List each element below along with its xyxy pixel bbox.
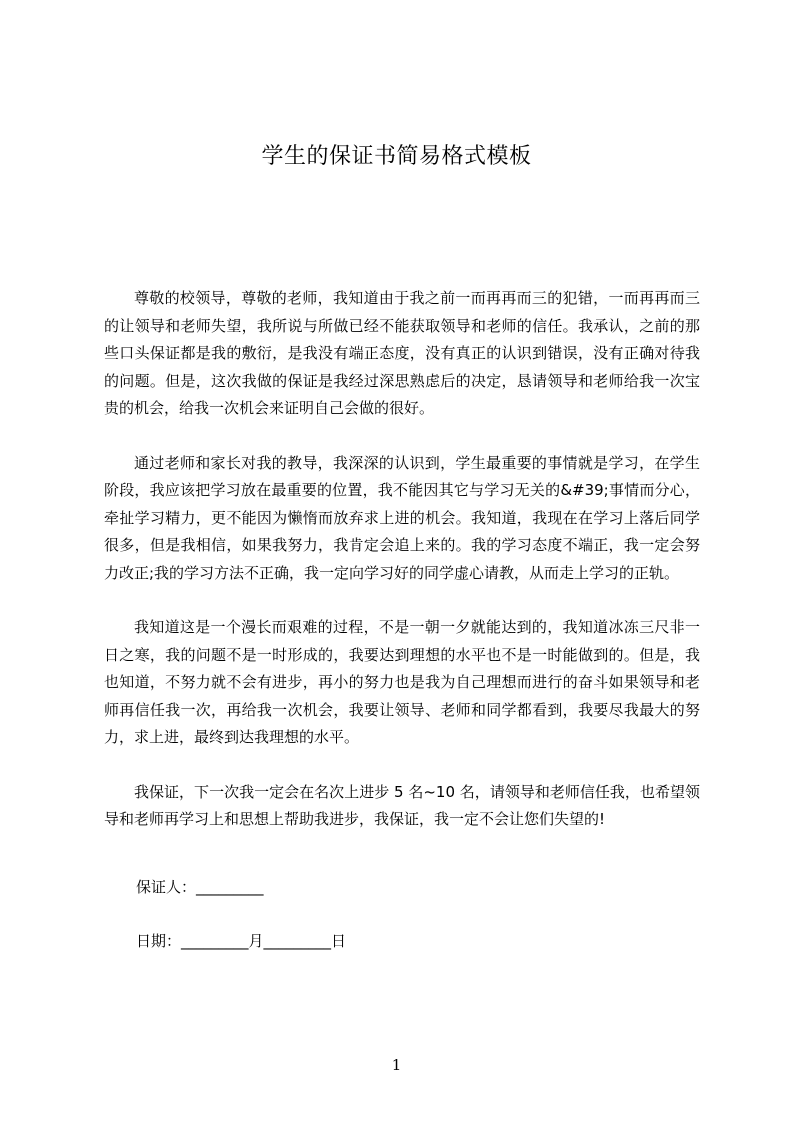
paragraph-2: 通过老师和家长对我的教导，我深深的认识到，学生最重要的事情就是学习，在学生阶段，我应该把学习放在最重要的位置，我不能因其它与学习无关的&#39;事情而分心，牵扯学习精力，更不能因为懒惰而放弃求上进的机会。我知道，我现在在学习上落后同学很多，但是我相信，如果我努力，我肯定会追上来的。我的学习态度不端正，我一定会努力改正;我的学习方法不正确，我一定向学习好的同学虚心请教，从而走上学习的正轨。: [104, 453, 700, 582]
document-body: [104, 285, 700, 861]
date-line: 日期：_________月_________日: [136, 932, 347, 950]
paragraph-4: 我保证，下一次我一定会在名次上进步 5 名~10 名，请领导和老师信任我，也希望领导和老师再学习上和思想上帮助我进步，我保证，我一定不会让您们失望的!: [104, 782, 700, 828]
page-number: 1: [391, 1056, 402, 1074]
paragraph-1: 尊敬的校领导，尊敬的老师，我知道由于我之前一而再再而三的犯错，一而再再而三的让领导和老师失望，我所说与所做已经不能获取领导和老师的信任。我承认，之前的那些口头保证都是我的敷衍，是我没有端正态度，没有真正的认识到错误，没有正确对待我的问题。但是，这次我做的保证是我经过深思熟虑后的决定，恳请领导和老师给我一次宝贵的机会，给我一次机会来证明自己会做的很好。: [104, 289, 700, 417]
paragraph-3: 我知道这是一个漫长而艰难的过程，不是一朝一夕就能达到的，我知道冰冻三尺非一日之寒，我的问题不是一时形成的，我要达到理想的水平也不是一时能做到的。但是，我也知道，不努力就不会有进步，再小的努力也是我为自己理想而进行的奋斗如果领导和老师再信任我一次，再给我一次机会，我要让领导、老师和同学都看到，我要尽我最大的努力，求上进，最终到达我理想的水平。: [104, 618, 700, 746]
page-title: 学生的保证书简易格式模板: [261, 144, 532, 169]
guarantor-signature-line: 保证人：_________: [136, 878, 264, 896]
